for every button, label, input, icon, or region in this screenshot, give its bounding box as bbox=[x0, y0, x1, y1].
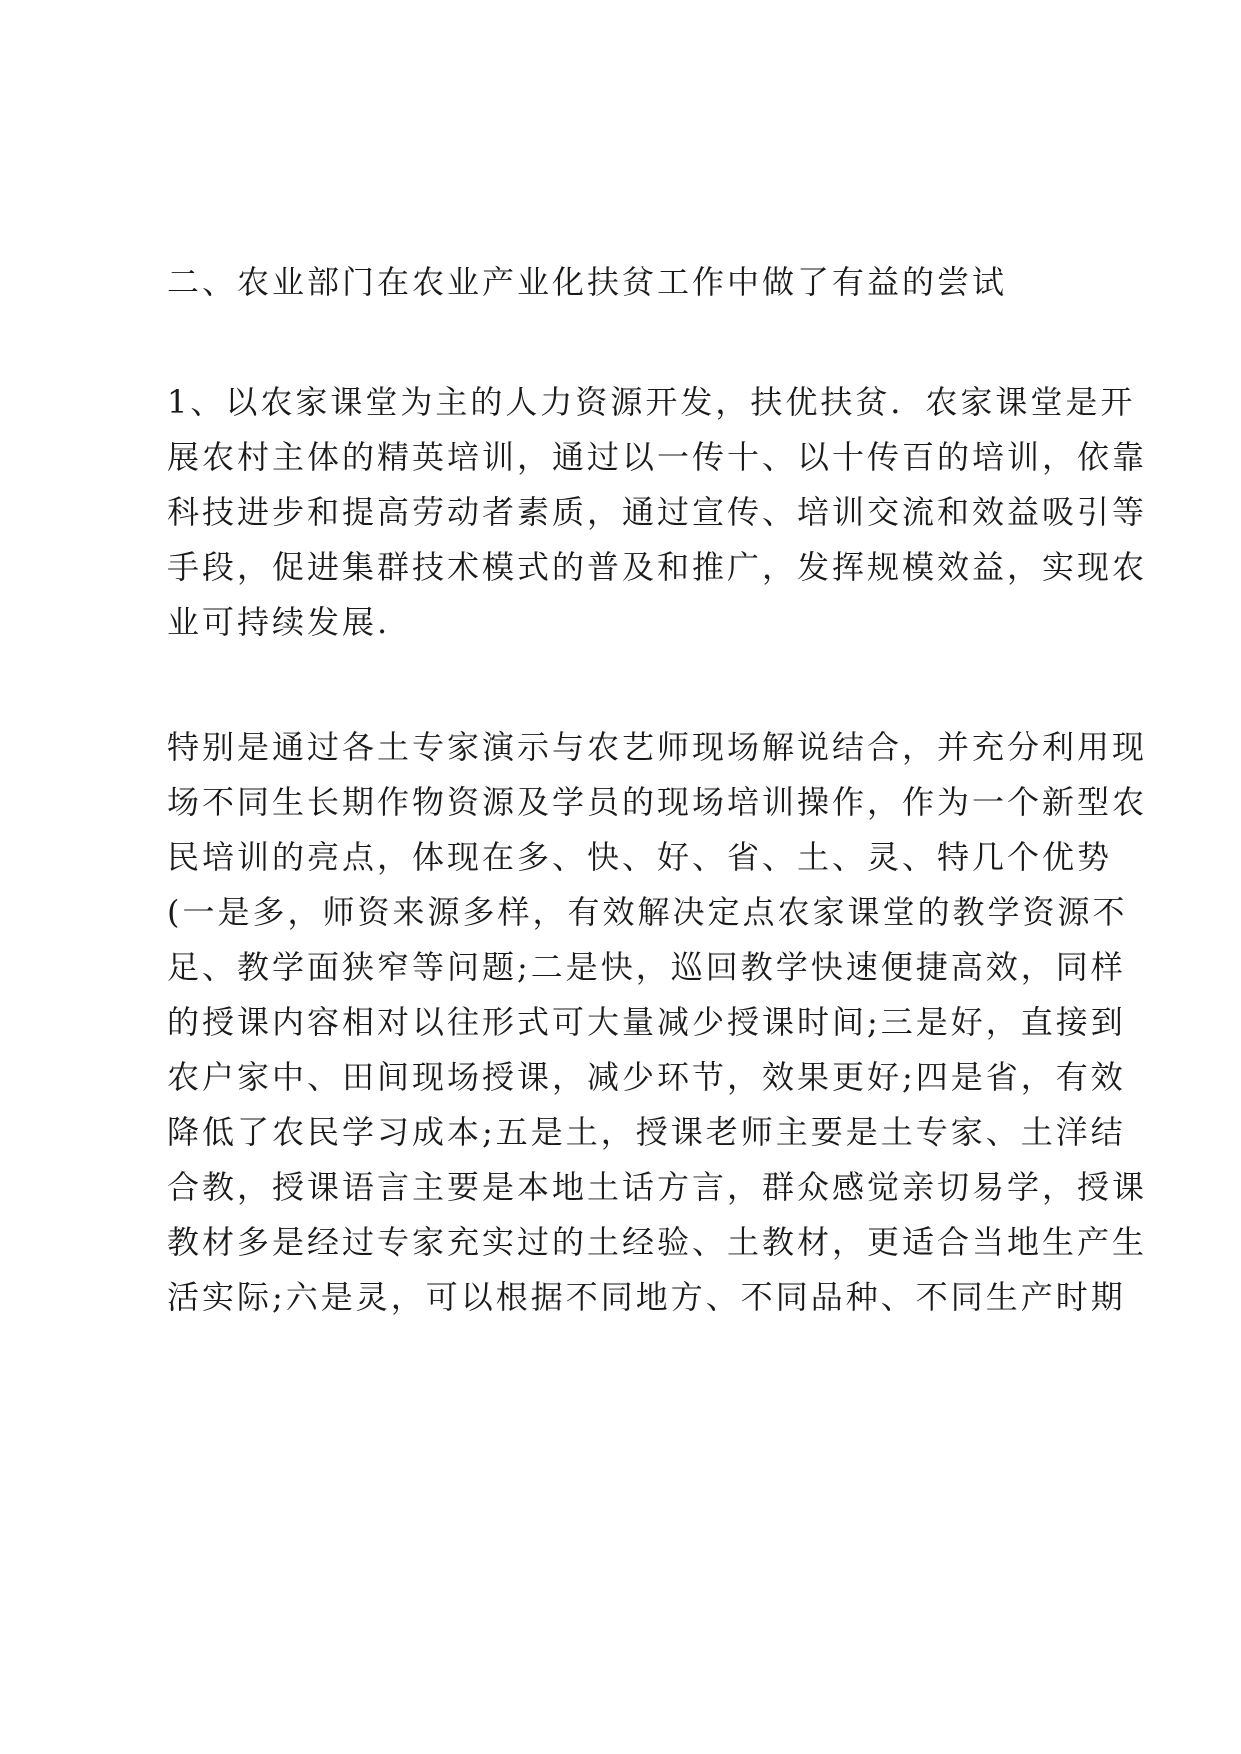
paragraph-2-line: 场不同生长期作物资源及学员的现场培训操作，作为一个新型农 bbox=[167, 783, 1148, 821]
paragraph-1-line: 手段，促进集群技术模式的普及和推广，发挥规模效益，实现农 bbox=[167, 548, 1148, 586]
paragraph-1-line: 科技进步和提高劳动者素质，通过宣传、培训交流和效益吸引等 bbox=[167, 493, 1148, 531]
paragraph-2-line: 特别是通过各土专家演示与农艺师现场解说结合，并充分利用现 bbox=[167, 728, 1148, 766]
paragraph-2-line: 农户家中、田间现场授课，减少环节，效果更好;四是省，有效 bbox=[167, 1058, 1126, 1096]
paragraph-2-line: 教材多是经过专家充实过的土经验、土教材，更适合当地生产生 bbox=[167, 1223, 1148, 1261]
paragraph-2-line: 足、教学面狭窄等问题;二是快，巡回教学快速便捷高效，同样 bbox=[167, 948, 1126, 986]
paragraph-2-line: 降低了农民学习成本;五是土，授课老师主要是土专家、土洋结 bbox=[167, 1113, 1126, 1151]
paragraph-1-line: 1、以农家课堂为主的人力资源开发，扶优扶贫．农家课堂是开 bbox=[167, 383, 1136, 421]
paragraph-2-line: 的授课内容相对以往形式可大量减少授课时间;三是好，直接到 bbox=[167, 1003, 1126, 1041]
section-heading: 二、农业部门在农业产业化扶贫工作中做了有益的尝试 bbox=[167, 263, 1008, 301]
paragraph-2-line: 民培训的亮点，体现在多、快、好、省、土、灵、特几个优势 bbox=[167, 838, 1113, 876]
paragraph-1-line: 业可持续发展. bbox=[167, 603, 391, 641]
paragraph-2-line: 合教，授课语言主要是本地土话方言，群众感觉亲切易学，授课 bbox=[167, 1168, 1148, 1206]
paragraph-1-line: 展农村主体的精英培训，通过以一传十、以十传百的培训，依靠 bbox=[167, 438, 1148, 476]
paragraph-2-line: 活实际;六是灵，可以根据不同地方、不同品种、不同生产时期 bbox=[167, 1278, 1126, 1316]
paragraph-2-line: (一是多，师资来源多样，有效解决定点农家课堂的教学资源不 bbox=[167, 893, 1128, 931]
